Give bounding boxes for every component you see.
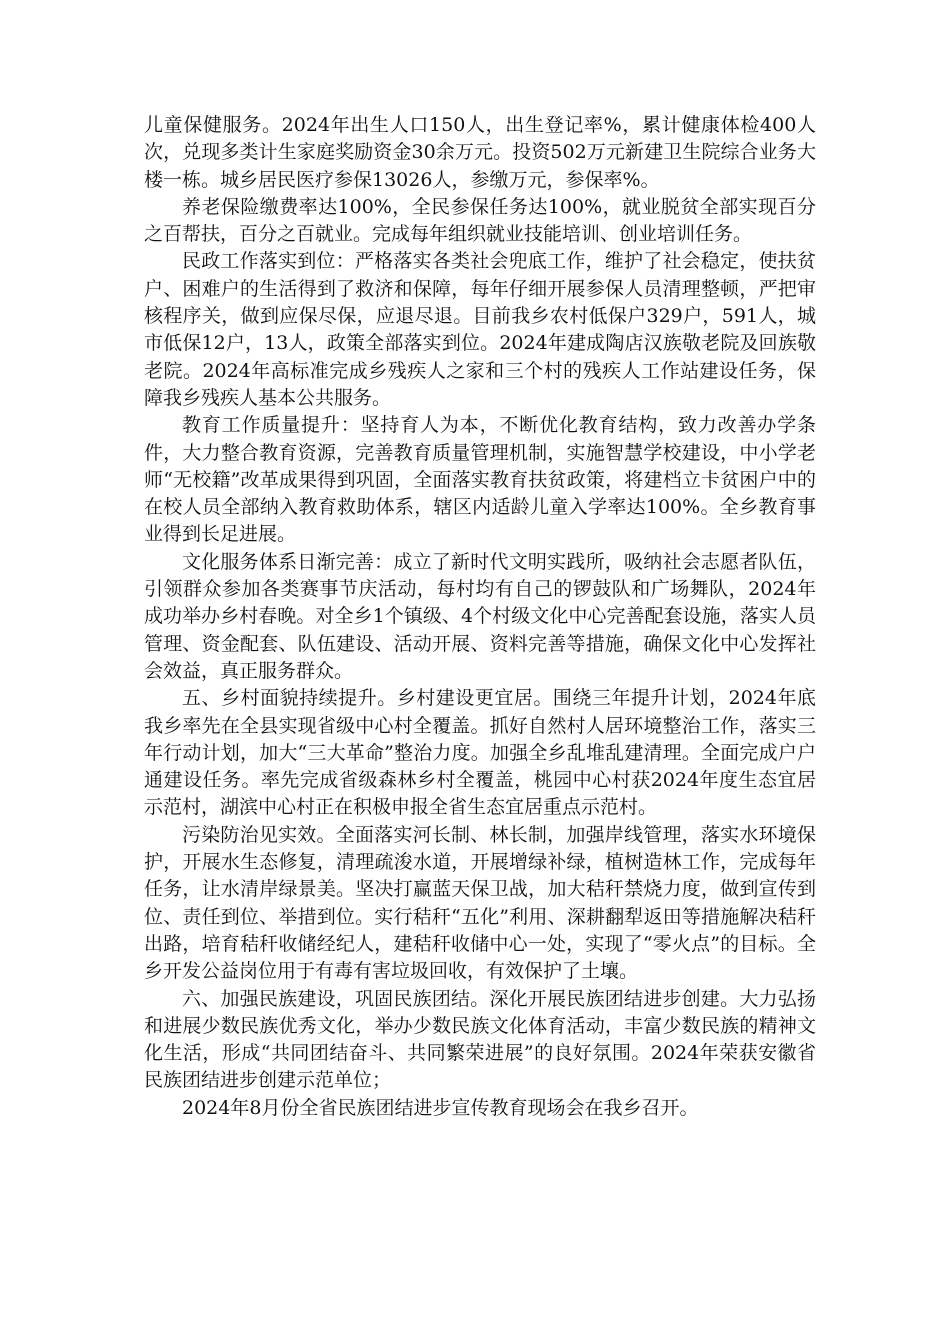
paragraph-health-services: 儿童保健服务。2024年出生人口150人，出生登记率%，累计健康体检400人次，兑现多类计生家庭奖励资金30余万元。投资502万元新建卫生院综合业务大楼一栋。城乡居民医疗参保13026人，参缴万元，参保率%。	[144, 114, 816, 191]
paragraph-provincial-meeting: 2024年8月份全省民族团结进步宣传教育现场会在我乡召开。	[182, 1096, 699, 1119]
paragraph-pollution-control: 污染防治见实效。全面落实河长制、林长制，加强岸线管理，落实水环境保护，开展水生态修复，清理疏浚水道，开展增绿补绿，植树造林工作，完成每年任务，让水清岸绿景美。坚决打赢蓝天保卫战，加大秸秆禁烧力度，做到宣传到位、责任到位、举措到位。实行秸秆“五化”利用、深耕翻犁返田等措施解决秸秆出路，培育秸秆收储经纪人，建秸秆收储中心一处，实现了“零火点”的目标。全乡开发公益岗位用于有毒有害垃圾回收，有效保护了土壤。	[144, 823, 816, 983]
paragraph-civil-affairs: 民政工作落实到位：严格落实各类社会兜底工作，维护了社会稳定，使扶贫户、困难户的生活得到了救济和保障，每年仔细开展参保人员清理整顿，严把审核程序关，做到应保尽保，应退尽退。目前我乡农村低保户329户，591人，城市低保12户，13人，政策全部落实到位。2024年建成陶店汉族敬老院及回族敬老院。2024年高标准完成乡残疾人之家和三个村的残疾人工作站建设任务，保障我乡残疾人基本公共服务。	[144, 250, 816, 409]
paragraph-ethnic-unity: 六、加强民族建设，巩固民族团结。深化开展民族团结进步创建。大力弘扬和进展少数民族优秀文化，举办少数民族文化体育活动，丰富少数民族的精神文化生活，形成“共同团结奋斗、共同繁荣进展”的良好氛围。2024年荣获安徽省民族团结进步创建示范单位；	[144, 987, 816, 1092]
paragraph-pension-employment: 养老保险缴费率达100%，全民参保任务达100%，就业脱贫全部实现百分之百帮扶，百分之百就业。完成每年组织就业技能培训、创业培训任务。	[144, 195, 816, 246]
paragraph-education: 教育工作质量提升：坚持育人为本，不断优化教育结构，致力改善办学条件，大力整合教育资源，完善教育质量管理机制，实施智慧学校建设，中小学老师“无校籍”改革成果得到巩固，全面落实教育扶贫政策，将建档立卡贫困户中的在校人员全部纳入教育救助体系，辖区内适龄儿童入学率达100%。全乡教育事业得到长足进展。	[144, 414, 816, 546]
document-page	[144, 112, 816, 1122]
paragraph-rural-appearance: 五、乡村面貌持续提升。乡村建设更宜居。围绕三年提升计划，2024年底我乡率先在全县实现省级中心村全覆盖。抓好自然村人居环境整治工作，落实三年行动计划，加大“三大革命”整治力度。加强全乡乱堆乱建清理。全面完成户户通建设任务。率先完成省级森林乡村全覆盖，桃园中心村获2024年度生态宜居示范村，湖滨中心村正在积极申报全省生态宜居重点示范村。	[144, 687, 816, 819]
paragraph-culture-services: 文化服务体系日渐完善：成立了新时代文明实践所，吸纳社会志愿者队伍，引领群众参加各类赛事节庆活动，每村均有自己的锣鼓队和广场舞队，2024年成功举办乡村春晚。对全乡1个镇级、4个村级文化中心完善配套设施，落实人员管理、资金配套、队伍建设、活动开展、资料完善等措施，确保文化中心发挥社会效益，真正服务群众。	[144, 550, 816, 682]
